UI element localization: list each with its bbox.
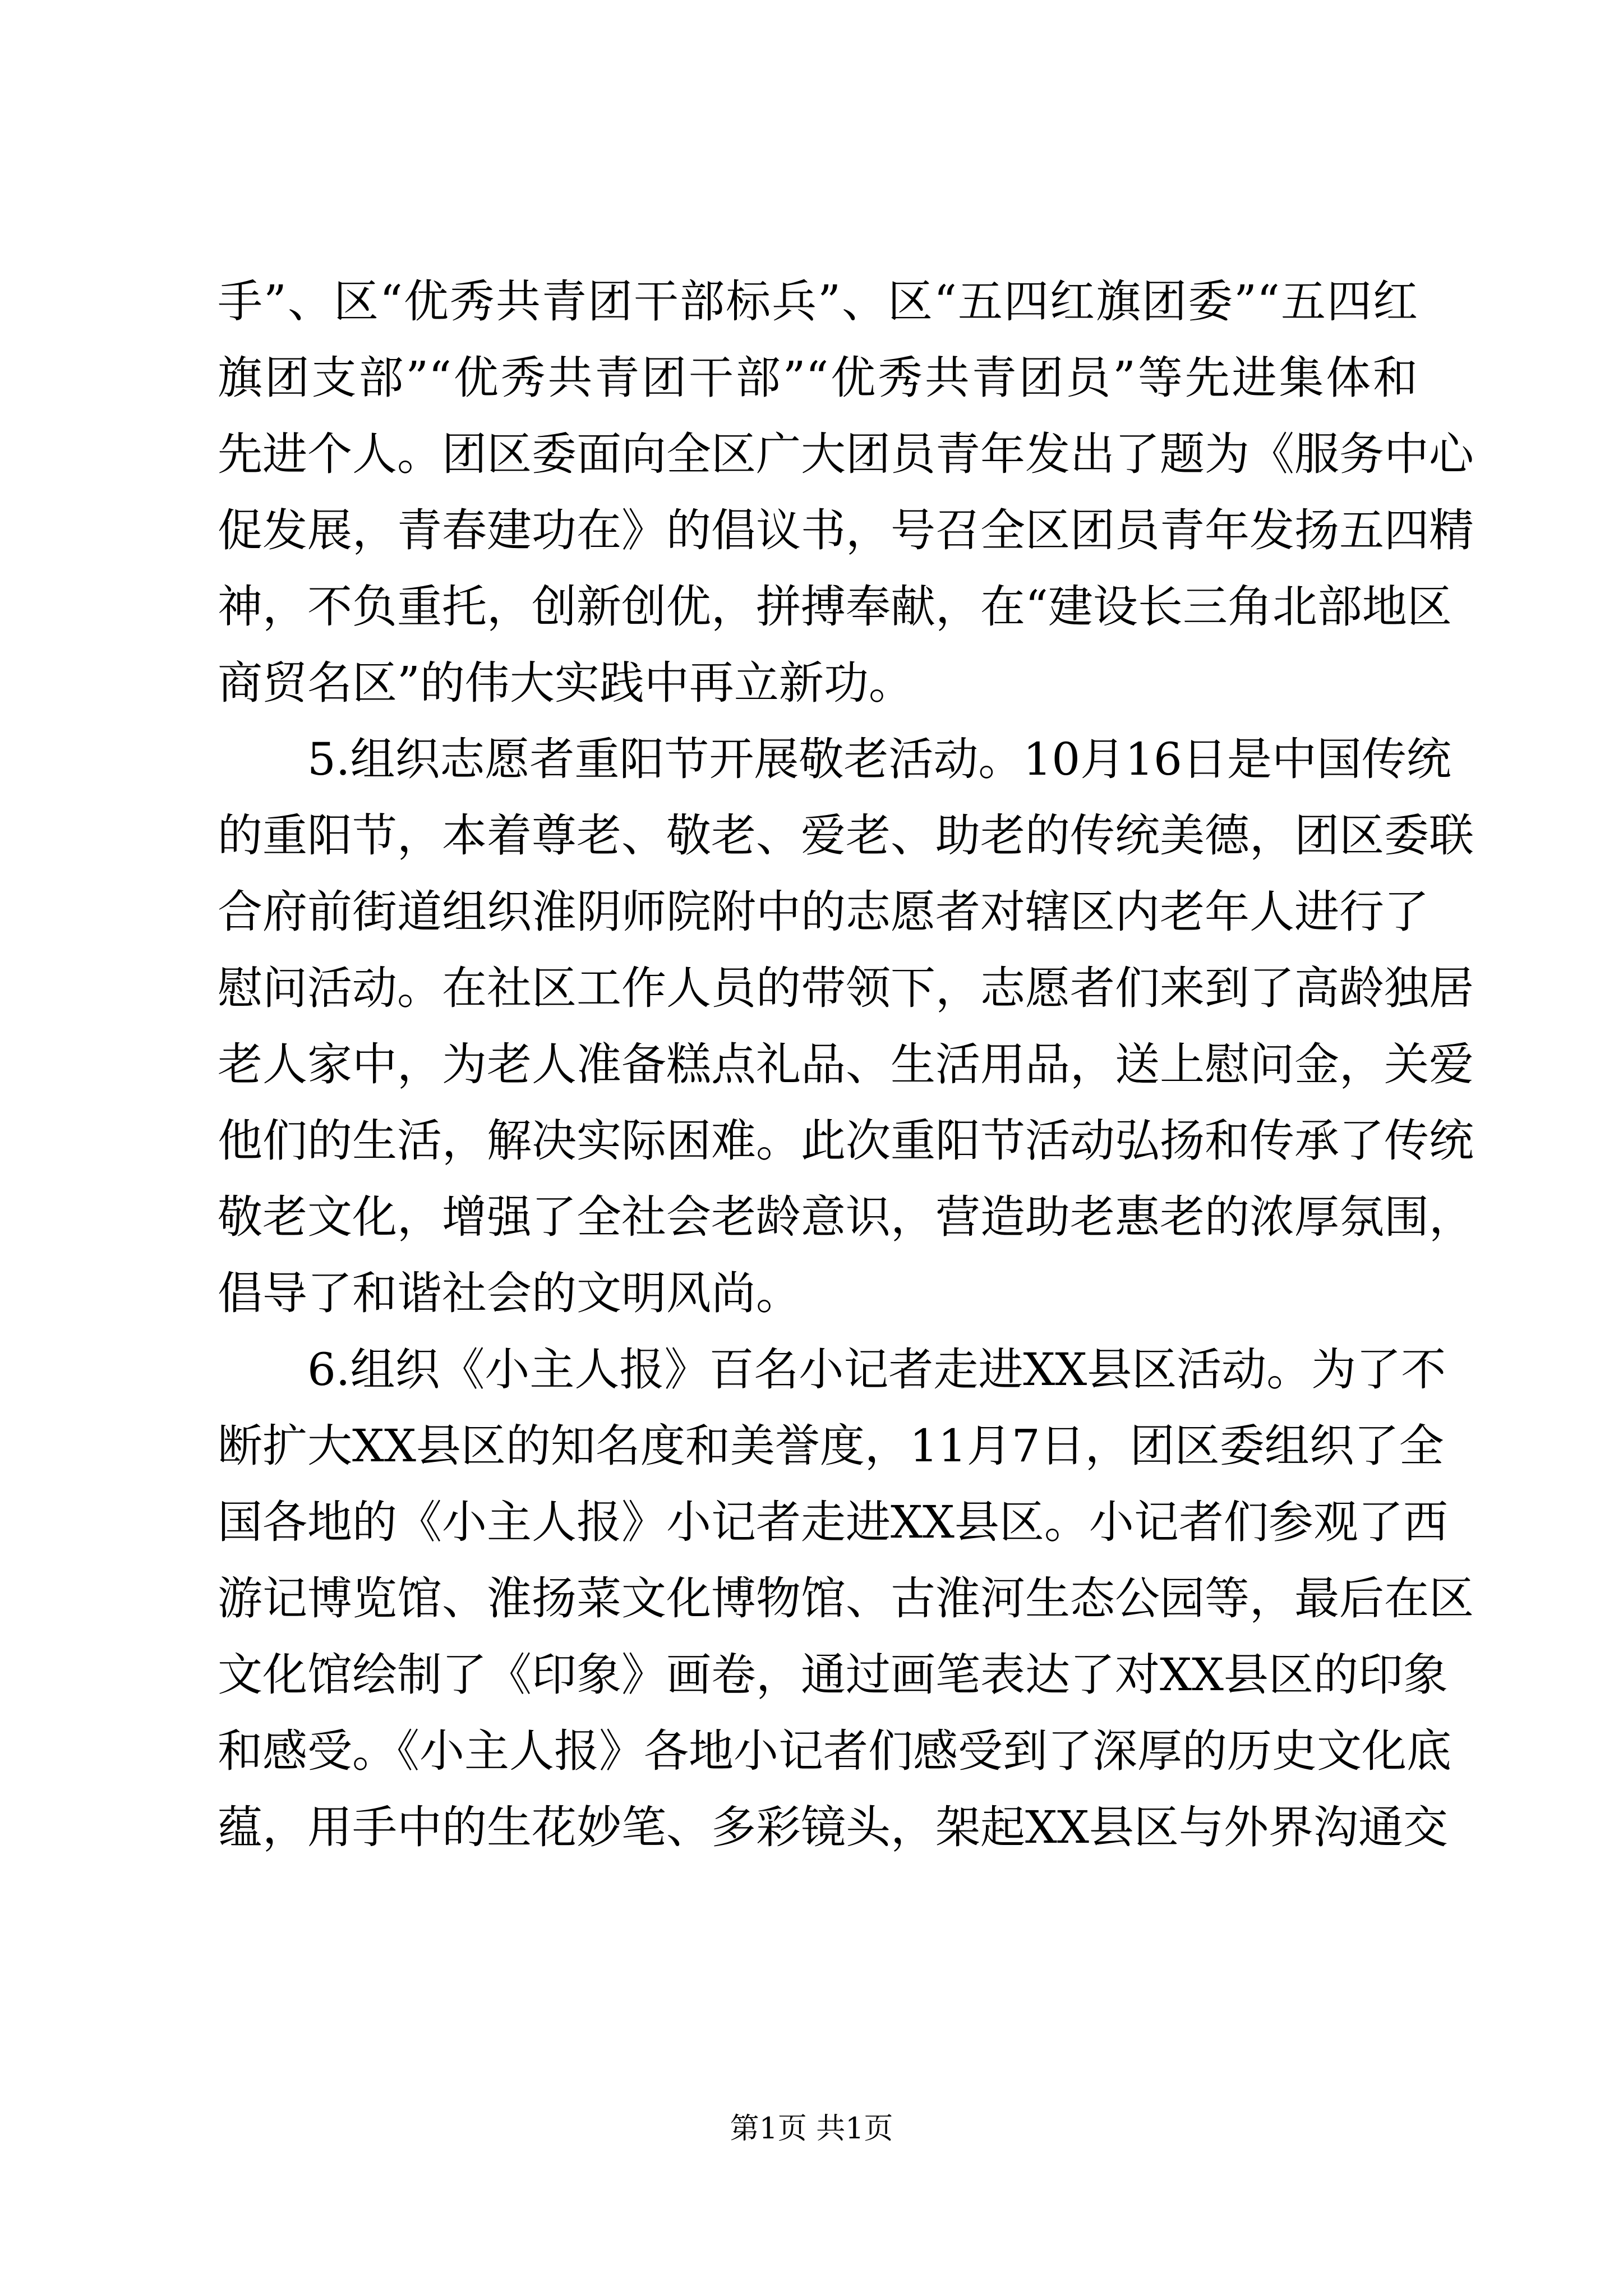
text-line: 神，不负重托，创新创优，拼搏奉献，在“建设长三角北部地区	[218, 581, 1452, 633]
text-line: 慰问活动。在社区工作人员的带领下，志愿者们来到了高龄独居	[218, 962, 1474, 1014]
page-footer: 第1页 共1页	[730, 2112, 893, 2146]
text-line: 合府前街道组织淮阴师院附中的志愿者对辖区内老年人进行了	[218, 886, 1429, 938]
text-line: 蕴，用手中的生花妙笔、多彩镜头，架起XX县区与外界沟通交	[218, 1801, 1448, 1853]
text-line: 游记博览馆、淮扬菜文化博物馆、古淮河生态公园等，最后在区	[218, 1572, 1474, 1625]
text-line: 促发展，青春建功在》的倡议书，号召全区团员青年发扬五四精	[218, 504, 1474, 556]
text-line: 手”、区“优秀共青团干部标兵”、区“五四红旗团委”“五四红	[218, 275, 1418, 328]
text-line: 敬老文化，增强了全社会老龄意识，营造助老惠老的浓厚氛围，	[218, 1191, 1474, 1243]
text-line: 老人家中，为老人准备糕点礼品、生活用品，送上慰问金，关爱	[218, 1038, 1474, 1091]
text-line: 国各地的《小主人报》小记者走进XX县区。小记者们参观了西	[218, 1496, 1448, 1548]
text-line: 6.组织《小主人报》百名小记者走进XX县区活动。为了不	[218, 1343, 1446, 1396]
text-line: 和感受。《小主人报》各地小记者们感受到了深厚的历史文化底	[218, 1725, 1451, 1777]
text-line: 商贸名区”的伟大实践中再立新功。	[218, 657, 914, 709]
document-body	[218, 264, 1474, 1866]
text-line: 旗团支部”“优秀共青团干部”“优秀共青团员”等先进集体和	[218, 352, 1418, 404]
text-line: 他们的生活，解决实际困难。此次重阳节活动弘扬和传承了传统	[218, 1115, 1474, 1167]
text-line: 倡导了和谐社会的文明风尚。	[218, 1267, 801, 1319]
text-line: 文化馆绘制了《印象》画卷，通过画笔表达了对XX县区的印象	[218, 1649, 1448, 1701]
text-line: 断扩大XX县区的知名度和美誉度，11月7日，团区委组织了全	[218, 1420, 1444, 1472]
text-line: 先进个人。团区委面向全区广大团员青年发出了题为《服务中心	[218, 428, 1474, 480]
text-line: 的重阳节，本着尊老、敬老、爱老、助老的传统美德，团区委联	[218, 809, 1474, 862]
text-line: 5.组织志愿者重阳节开展敬老活动。10月16日是中国传统	[218, 733, 1451, 785]
